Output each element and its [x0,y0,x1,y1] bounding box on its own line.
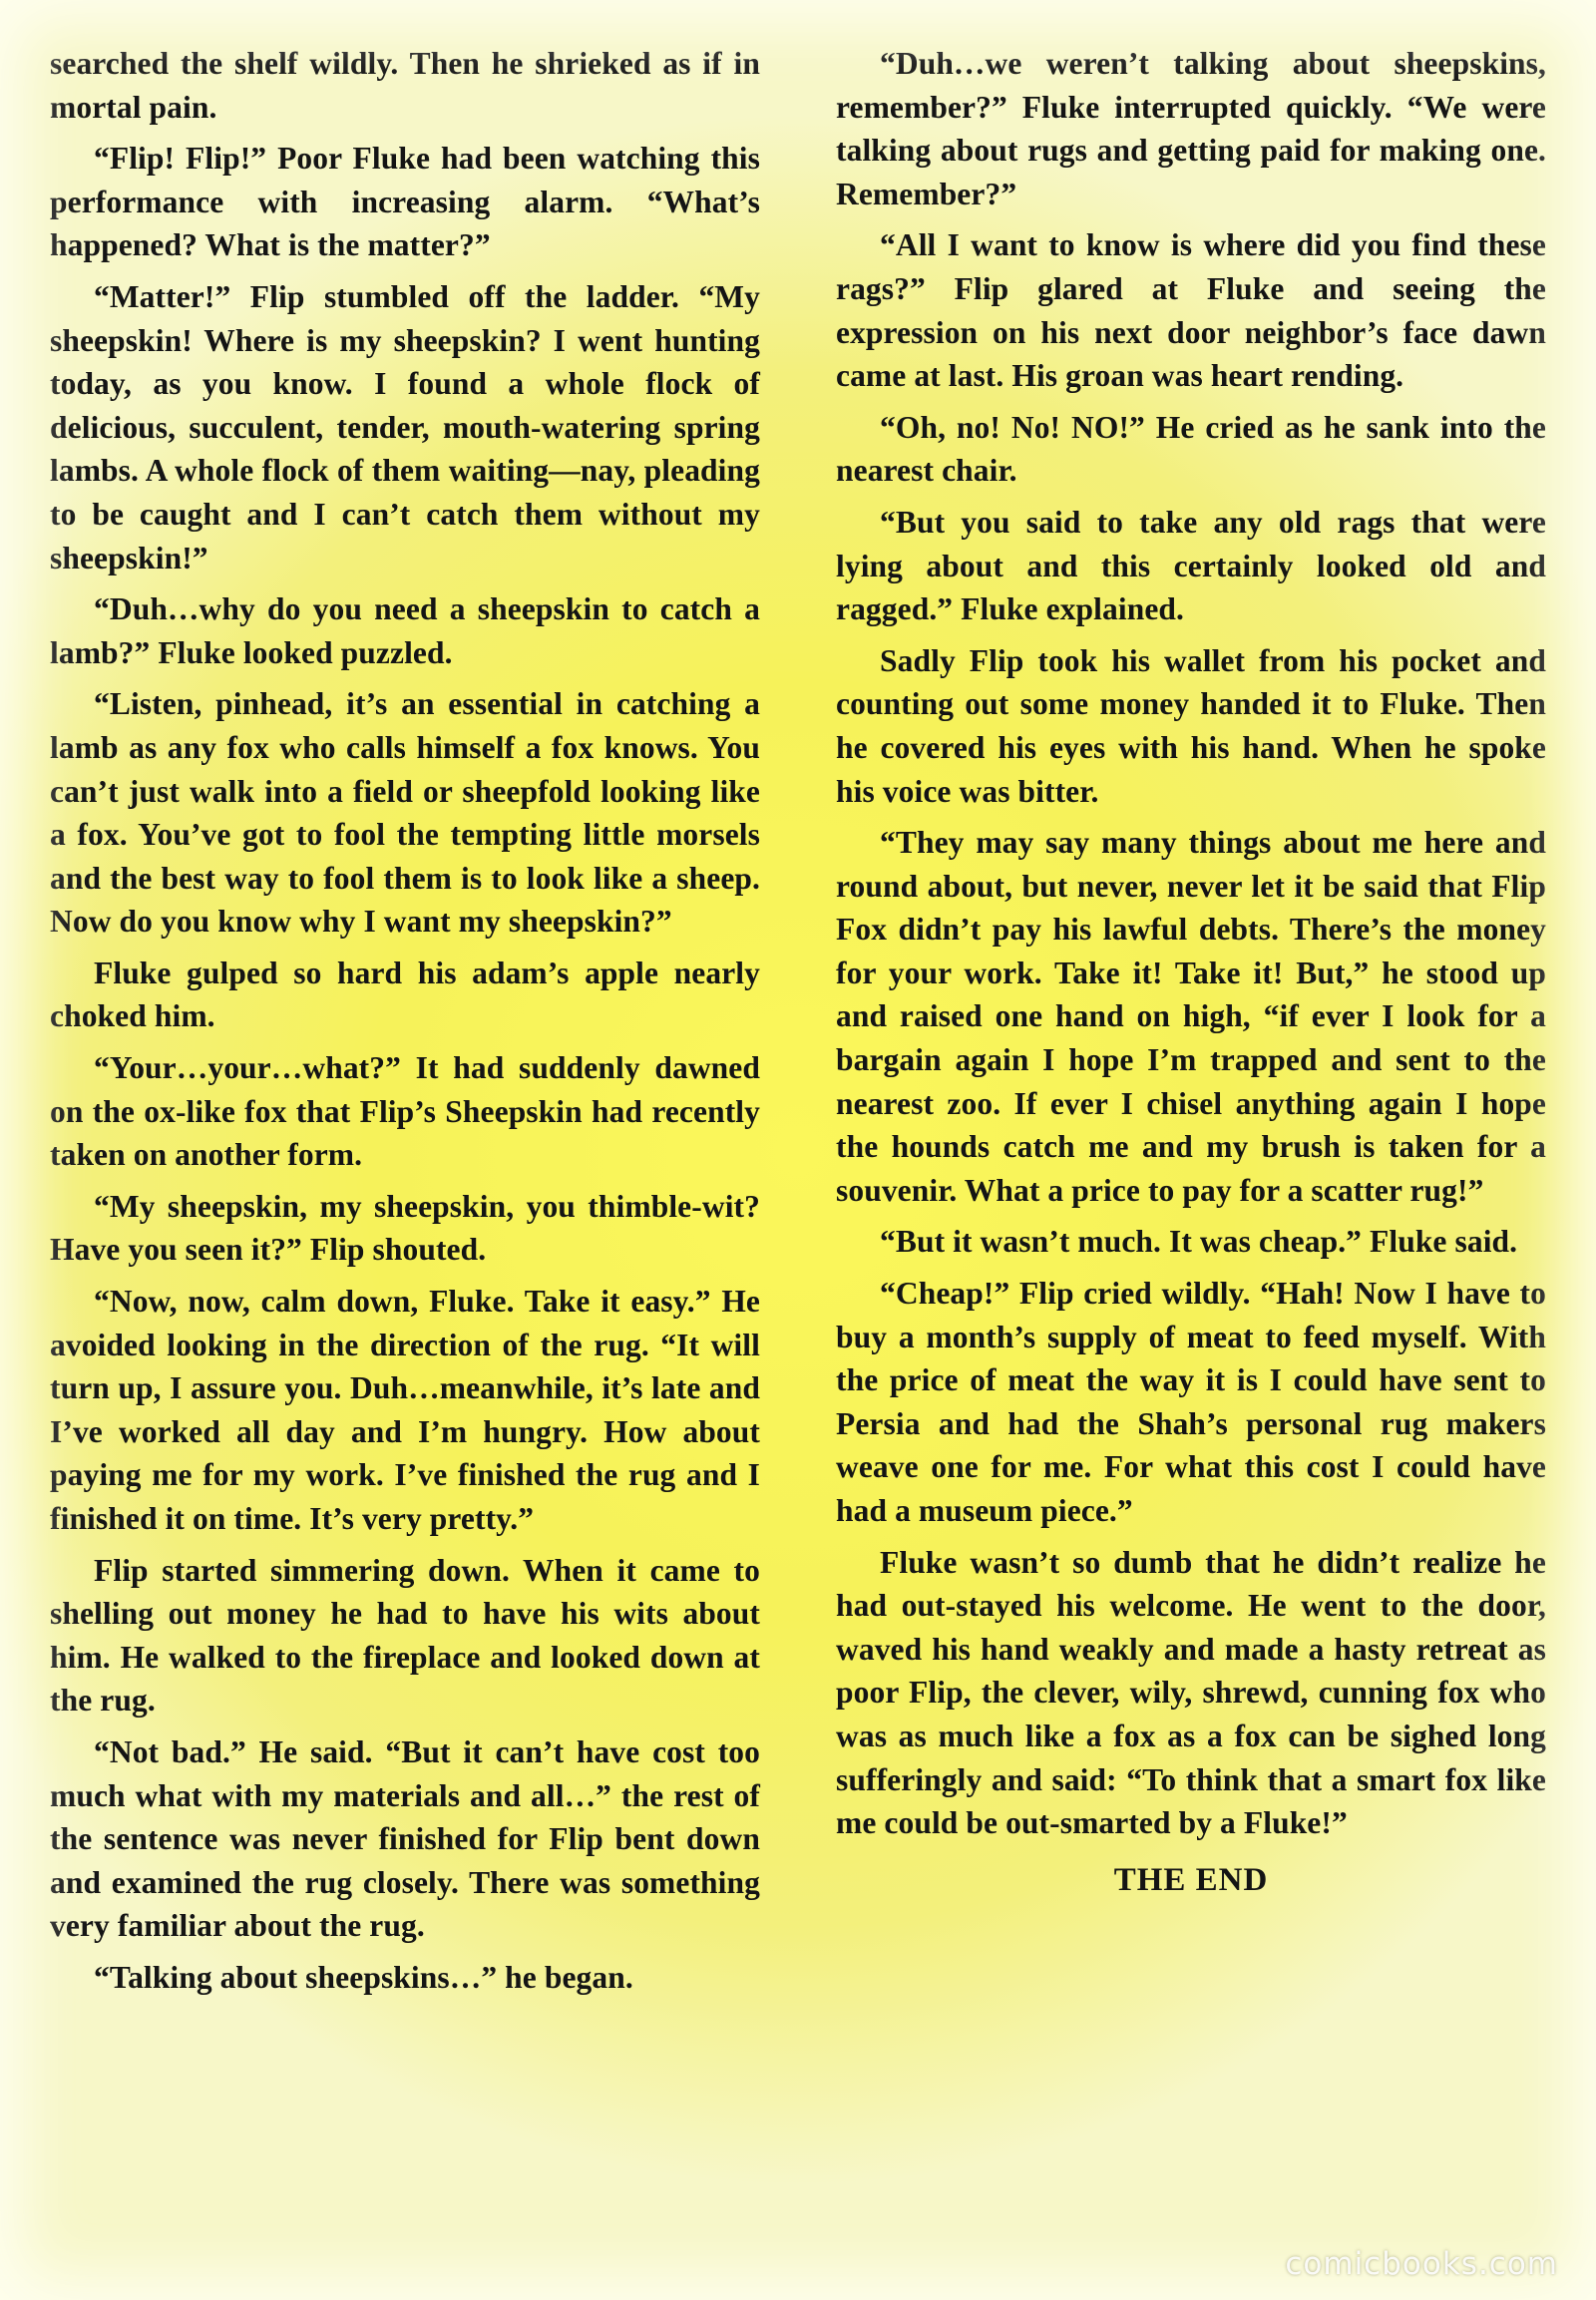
the-end-label: THE END [1113,1861,1269,1898]
paragraph: “But it wasn’t much. It was cheap.” Fluke said. [880,1224,1518,1260]
paragraph: “Not bad.” He said. “But it can’t have cost too much what with my materials and all…” the rest of the sentence was never finished for Flip bent down and examined the rug closely. There was something very familiar about the rug. [50,1733,760,1944]
paragraph: “My sheepskin, my sheepskin, you thimble-wit? Have you seen it?” Flip shouted. [50,1188,760,1268]
paragraph: “Duh…why do you need a sheepskin to catch a lamb?” Fluke looked puzzled. [50,591,760,670]
paragraph: “Matter!” Flip stumbled off the ladder. “My sheepskin! Where is my sheepskin? I went hunting today, as you know. I found a whole flock of delicious, succulent, tender, mouth-watering spring lambs. A whole flock of them waiting—nay, pleading to be caught and I can’t catch them without my sheepskin!” [50,278,760,575]
paragraph: “Listen, pinhead, it’s an essential in catching a lamb as any fox who calls himself a fox knows. You can’t just walk into a field or sheepfold looking like a fox. You’ve got to fool the tempting little morsels and the best way to fool them is to look like a sheep. Now do you know why I want my sheepskin?” [50,686,760,940]
paragraph: searched the shelf wildly. Then he shrieked as if in mortal pain. [50,46,760,125]
paragraph: Sadly Flip took his wallet from his pocket and counting out some money handed it to Fluke. Then he covered his eyes with his hand. When he spoke his voice was bitter. [836,642,1546,809]
left-text-column [50,42,760,2008]
paragraph: Fluke wasn’t so dumb that he didn’t realize he had out-stayed his welcome. He went to the door, waved his hand weakly and made a hasty retreat as poor Flip, the clever, wily, shrewd, cunning fox who was as much like a fox as a fox can be sighed long sufferingly and said: “To think that a smart fox like me could be out-smarted by a Fluke!” [836,1544,1546,1841]
paragraph: “Oh, no! No! NO!” He cried as he sank into the nearest chair. [836,409,1546,489]
paragraph: Flip started simmering down. When it came to shelling out money he had to have his wits about him. He walked to the fireplace and looked down at the rug. [50,1552,760,1719]
paragraph: “Talking about sheepskins…” he began. [94,1959,633,1995]
paragraph: “Duh…we weren’t talking about sheepskins, remember?” Fluke interrupted quickly. “We were talking about rugs and getting paid for making one. Remember?” [836,46,1546,211]
paragraph: “Flip! Flip!” Poor Fluke had been watching this performance with increasing alarm. “What’s happened? What is the matter?” [50,141,760,263]
paragraph: Fluke gulped so hard his adam’s apple nearly choked him. [50,955,760,1034]
paragraph: “Cheap!” Flip cried wildly. “Hah! Now I have to buy a month’s supply of meat to feed myself. With the price of meat the way it is I could have sent to Persia and had the Shah’s personal rug makers weave one for me. For what this cost I could have had a museum piece.” [836,1276,1546,1528]
watermark: comicbooks.com [1285,2246,1558,2282]
right-text-column [836,42,1546,1910]
paragraph: “They may say many things about me here and round about, but never, never let it be said that Flip Fox didn’t pay his lawful debts. There’s the money for your work. Take it! Take it! But,” he stood up and raised one hand on high, “if ever I look for a bargain again I hope I’m trapped and sent to the nearest zoo. If ever I chisel anything again I hope the hounds catch me and my brush is taken for a souvenir. What a price to pay for a scatter rug!” [836,825,1546,1208]
paragraph: “Now, now, calm down, Fluke. Take it easy.” He avoided looking in the direction of the rug. “It will turn up, I assure you. Duh…meanwhile, it’s late and I’ve worked all day and I’m hungry. How about paying me for my work. I’ve finished the rug and I finished it on time. It’s very pretty.” [50,1284,760,1536]
paragraph: “Your…your…what?” It had suddenly dawned on the ox-like fox that Flip’s Sheepskin had recently taken on another form. [50,1050,760,1173]
paragraph: “But you said to take any old rags that were lying about and this certainly looked old and ragged.” Fluke explained. [836,504,1546,627]
paragraph: “All I want to know is where did you find these rags?” Flip glared at Fluke and seeing the expression on his next door neighbor’s face dawn came at last. His groan was heart rending. [836,227,1546,394]
